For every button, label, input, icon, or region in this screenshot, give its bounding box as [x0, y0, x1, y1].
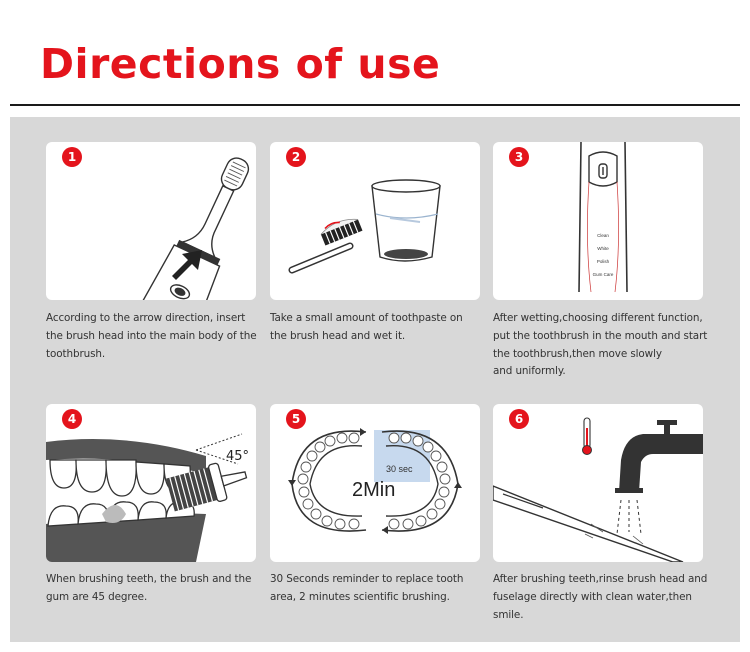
step-1-card: [46, 142, 256, 300]
page-title: Directions of use: [40, 40, 441, 88]
mode-clean-label: Clean: [597, 233, 609, 238]
step-1-description: According to the arrow direction, insert the brush head into the main body of the toothbrush.: [46, 312, 257, 360]
step-3-badge: 3: [509, 147, 529, 167]
step-5-card: [270, 404, 480, 562]
step-5-badge: 5: [286, 409, 306, 429]
title-divider: [10, 104, 740, 106]
total-time-label: 2Min: [352, 479, 396, 501]
step-6-description: After brushing teeth,rinse brush head and fuselage directly with clean water,then smile.: [493, 573, 708, 621]
step-2-description: Take a small amount of toothpaste on the brush head and wet it.: [270, 312, 463, 342]
step-1-badge: 1: [62, 147, 82, 167]
toothpaste-and-cup-illustration: [270, 142, 480, 300]
step-4-description: When brushing teeth, the brush and the gum are 45 degree.: [46, 573, 252, 603]
mode-polish-label: Polish: [596, 259, 610, 264]
step-3-description: After wetting,choosing different function, put the toothbrush in the mouth and start the toothbrush,then move slowly and uniformly.: [493, 312, 708, 378]
step-3-card: [493, 142, 703, 300]
brush-head-insert-illustration: [46, 142, 256, 300]
angle-label: 45°: [226, 449, 250, 464]
brushing-angle-illustration: [46, 404, 256, 562]
step-2-badge: 2: [286, 147, 306, 167]
mode-gum-care-label: Gum Care: [592, 272, 614, 277]
step-6-card: [493, 404, 703, 562]
rinse-illustration: [493, 404, 703, 562]
thermometer-icon: [583, 418, 592, 455]
step-4-card: [46, 404, 256, 562]
step-6-badge: 6: [509, 409, 529, 429]
quadrant-label: 30 sec: [386, 464, 413, 474]
two-minute-timer-illustration: [270, 404, 480, 562]
mode-white-label: White: [597, 246, 609, 251]
step-2-card: [270, 142, 480, 300]
faucet-icon: [615, 420, 703, 493]
step-5-description: 30 Seconds reminder to replace tooth area, 2 minutes scientific brushing.: [270, 573, 464, 603]
step-4-badge: 4: [62, 409, 82, 429]
toothbrush-handle-illustration: [493, 142, 703, 300]
